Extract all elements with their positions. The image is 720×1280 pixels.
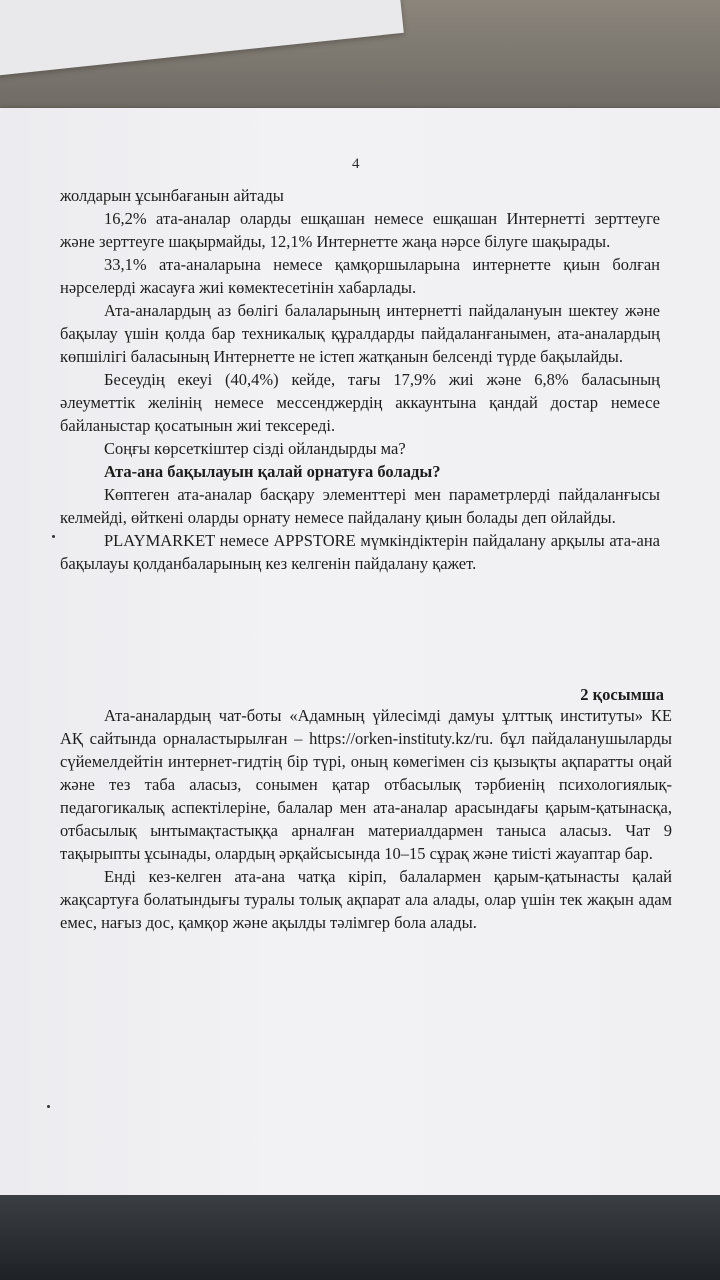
annex-paragraph: Ата-аналардың чат-боты «Адамның үйлесімді дамуы ұлттық институты» КЕ АҚ сайтында орналастырылған – https://orken-instituty.kz/ru. бұл пайдаланушыларды сүйемелдейтін интернет-гидтің бір түрі, оның көмегімен сіз қызықты ақпаратты оңай және тез таба аласыз, сонымен қатар отбасылық тәрбиенің психологиялық-педагогикалық аспектілеріне, балалар мен ата-аналар арасындағы қарым-қатынасқа, отбасылық ынтымақтастыққа арналған материалдармен таныса аласыз. Чат 9 тақырыпты ұсынады, олардың әрқайсысында 10–15 сұрақ және тиісті жауаптар бар.: [60, 706, 672, 863]
paper-speck: [47, 1105, 50, 1108]
desk-background-bottom: [0, 1195, 720, 1280]
paragraph: Көптеген ата-аналар басқару элементтері мен параметрлерді пайдаланғысы келмейді, өйткені оларды орнату немесе пайдалану қиын болады деп ойлайды.: [60, 485, 660, 527]
annex-title: 2 қосымша: [580, 685, 664, 704]
annex-paragraph: Енді кез-келген ата-ана чатқа кіріп, балалармен қарым-қатынасты қалай жақсартуға болатындығы туралы толық ақпарат ала алады, олар үшін тек жақын адам емес, нағыз дос, қамқор және ақылды тәлімгер бола алады.: [60, 867, 672, 932]
paragraph-question: Соңғы көрсеткіштер сізді ойландырды ма?: [104, 439, 406, 458]
paragraph: 16,2% ата-аналар оларды ешқашан немесе ешқашан Интернетті зерттеуге және зерттеуге шақырмайды, 12,1% Интернетте жаңа нәрсе білуге шақырады.: [60, 209, 660, 251]
paragraph: PLAYMARKET немесе APPSTORE мүмкіндіктерін пайдалану арқылы ата-ана бақылауы қолданбаларының кез келгенін пайдалану қажет.: [60, 531, 660, 573]
annex-body: [60, 704, 672, 934]
paragraph: Ата-аналардың аз бөлігі балаларының интернетті пайдалануын шектеу және бақылау үшін қолда бар техникалық құралдарды пайдаланғанымен, ата-аналардың көпшілігі баласының Интернетте не істеп жатқанын белсенді түрде бақылайды.: [60, 301, 660, 366]
page-body: [60, 184, 660, 575]
paragraph: 33,1% ата-аналарына немесе қамқоршыларына интернетте қиын болған нәрселерді жасауға жиі көмектесетінін хабарлады.: [60, 255, 660, 297]
paragraph-continuation: жолдарын ұсынбағанын айтады: [60, 186, 284, 205]
paragraph: Бесеудің екеуі (40,4%) кейде, тағы 17,9% жиі және 6,8% баласының әлеуметтік желінің немесе мессенджердің аккаунтына қандай достар немесе байланыстар қосатынын жиі тексереді.: [60, 370, 660, 435]
document-page: [0, 108, 720, 1208]
section-heading: Ата-ана бақылауын қалай орнатуға болады?: [104, 462, 441, 481]
page-number: 4: [352, 156, 360, 172]
paper-speck: [52, 535, 55, 538]
